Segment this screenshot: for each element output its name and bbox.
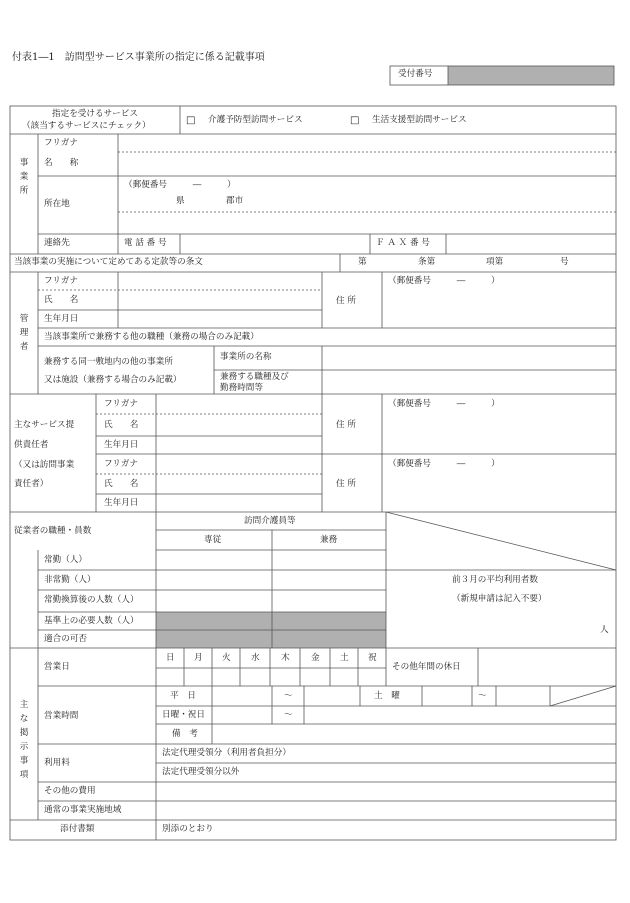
manager-side-label: 管理者 xyxy=(19,314,29,352)
article-ko: 項第 xyxy=(486,257,504,267)
manager-postal: （郵便番号 ― ） xyxy=(388,276,500,286)
staff-row-fulltime: 常勤（人） xyxy=(44,555,87,565)
article-jo: 条第 xyxy=(418,257,436,267)
weekday-tilde: ～ xyxy=(284,691,293,701)
article-label: 当該事業の実施について定めてある定款等の条文 xyxy=(14,257,203,267)
day-sun: 日 xyxy=(166,653,175,663)
manager-other-facility-label: 又は施設（兼務する場合のみ記載） xyxy=(44,375,182,385)
day-holiday: 祝 xyxy=(368,653,377,663)
option-life-support: 生活支援型訪問サービス xyxy=(372,115,467,125)
svc2-birth-label: 生年月日 xyxy=(104,498,139,508)
weekday-label: 平 日 xyxy=(170,691,196,701)
day-sat: 土 xyxy=(340,653,349,663)
svc2-name-label: 氏 名 xyxy=(104,479,139,489)
staff-row-compliance: 適合の可否 xyxy=(44,634,87,644)
checkbox-life-support[interactable]: □ xyxy=(350,115,360,126)
office-name-label: 名 称 xyxy=(44,158,79,168)
staff-label: 従業者の職種・員数 xyxy=(14,526,92,536)
svc-resp-label-2: 供責任者 xyxy=(14,440,49,450)
manager-furigana-label: フリガナ xyxy=(44,276,78,286)
holiday-label: 日曜・祝日 xyxy=(162,710,205,720)
manager-other-office-label: 兼務する同一敷地内の他の事業所 xyxy=(44,357,173,367)
checkbox-preventive[interactable]: □ xyxy=(186,115,196,126)
staff-row-required: 基準上の必要人数（人） xyxy=(44,616,139,626)
service-label: 指定を受けるサービス xyxy=(52,109,138,119)
staff-concurrent-label: 兼務 xyxy=(320,535,338,545)
saturday-label: 土 曜 xyxy=(374,691,400,701)
day-wed: 水 xyxy=(251,653,260,663)
office-postal: （郵便番号 ― ） xyxy=(124,180,236,190)
manager-office-name-label: 事業所の名称 xyxy=(220,352,272,362)
staff-full-label: 専従 xyxy=(204,535,222,545)
manager-birth-label: 生年月日 xyxy=(44,314,79,324)
day-thu: 木 xyxy=(281,653,290,663)
svc1-address-label: 住 所 xyxy=(336,420,356,430)
office-contact-label: 連絡先 xyxy=(44,238,70,248)
svc2-furigana-label: フリガナ xyxy=(104,459,138,469)
svc1-name-label: 氏 名 xyxy=(104,420,139,430)
office-furigana-label: フリガナ xyxy=(44,138,78,148)
day-tue: 火 xyxy=(222,653,231,663)
office-fax-label: Ｆ Ａ Ｘ 番 号 xyxy=(376,238,430,248)
manager-concurrent-label: 当該事業所で兼務する他の職種（兼務の場合のみ記載） xyxy=(44,332,259,342)
fee-statutory: 法定代理受領分（利用者負担分） xyxy=(162,748,291,758)
manager-hours-label: 勤務時間等 xyxy=(220,383,263,393)
receipt-number-input[interactable] xyxy=(448,66,614,85)
service-area-label: 通常の事業実施地域 xyxy=(44,805,122,815)
manager-duty-label: 兼務する職種及び xyxy=(220,372,289,382)
article-dai: 第 xyxy=(358,257,367,267)
office-address-label: 所在地 xyxy=(44,199,70,209)
avg-users-label: 前３月の平均利用者数 xyxy=(452,575,538,585)
staff-row-converted: 常勤換算後の人数（人） xyxy=(44,595,139,605)
manager-name-label: 氏 名 xyxy=(44,295,79,305)
day-mon: 月 xyxy=(194,653,203,663)
svc-resp-label-1: 主なサービス提 xyxy=(14,420,75,430)
office-tel-label: 電 話 番 号 xyxy=(124,238,167,248)
note-label: 備 考 xyxy=(172,729,198,739)
attachment-label: 添付書類 xyxy=(60,824,95,834)
svc1-furigana-label: フリガナ xyxy=(104,399,138,409)
office-side-label: 事業所 xyxy=(19,158,29,196)
svc2-postal: （郵便番号 ― ） xyxy=(388,459,500,469)
service-sublabel: （該当するサービスにチェック） xyxy=(22,121,151,131)
business-days-label: 営業日 xyxy=(44,662,70,672)
attachment-value: 別添のとおり xyxy=(162,824,214,834)
fee-non-statutory: 法定代理受領分以外 xyxy=(162,767,240,777)
office-pref: 県 xyxy=(176,196,185,206)
svc1-birth-label: 生年月日 xyxy=(104,440,139,450)
other-fee-label: その他の費用 xyxy=(44,786,96,796)
staff-row-parttime: 非常勤（人） xyxy=(44,575,96,585)
article-go: 号 xyxy=(560,257,569,267)
holiday-tilde: ～ xyxy=(284,710,293,720)
svc1-postal: （郵便番号 ― ） xyxy=(388,399,500,409)
manager-address-label: 住 所 xyxy=(336,296,356,306)
page-title: 付表1―1 訪問型サービス事業所の指定に係る記載事項 xyxy=(12,52,265,63)
office-city: 郡市 xyxy=(226,196,244,206)
day-fri: 金 xyxy=(311,653,320,663)
svc-resp-label-3: （又は訪問事業 xyxy=(14,460,75,470)
fee-label: 利用料 xyxy=(44,758,70,768)
svc-resp-label-4: 責任者） xyxy=(14,479,49,489)
business-hours-label: 営業時間 xyxy=(44,711,79,721)
svc2-address-label: 住 所 xyxy=(336,479,356,489)
other-holidays-label: その他年間の休日 xyxy=(392,662,461,672)
avg-users-note: （新規申請は記入不要） xyxy=(452,594,547,604)
posting-side-label: 主な掲示事項 xyxy=(19,700,29,780)
option-preventive-visit: 介護予防型訪問サービス xyxy=(208,115,303,125)
receipt-number-label: 受付番号 xyxy=(398,69,433,79)
avg-users-unit: 人 xyxy=(600,625,609,635)
staff-group-label: 訪問介護員等 xyxy=(244,516,296,526)
saturday-tilde: ～ xyxy=(478,691,487,701)
